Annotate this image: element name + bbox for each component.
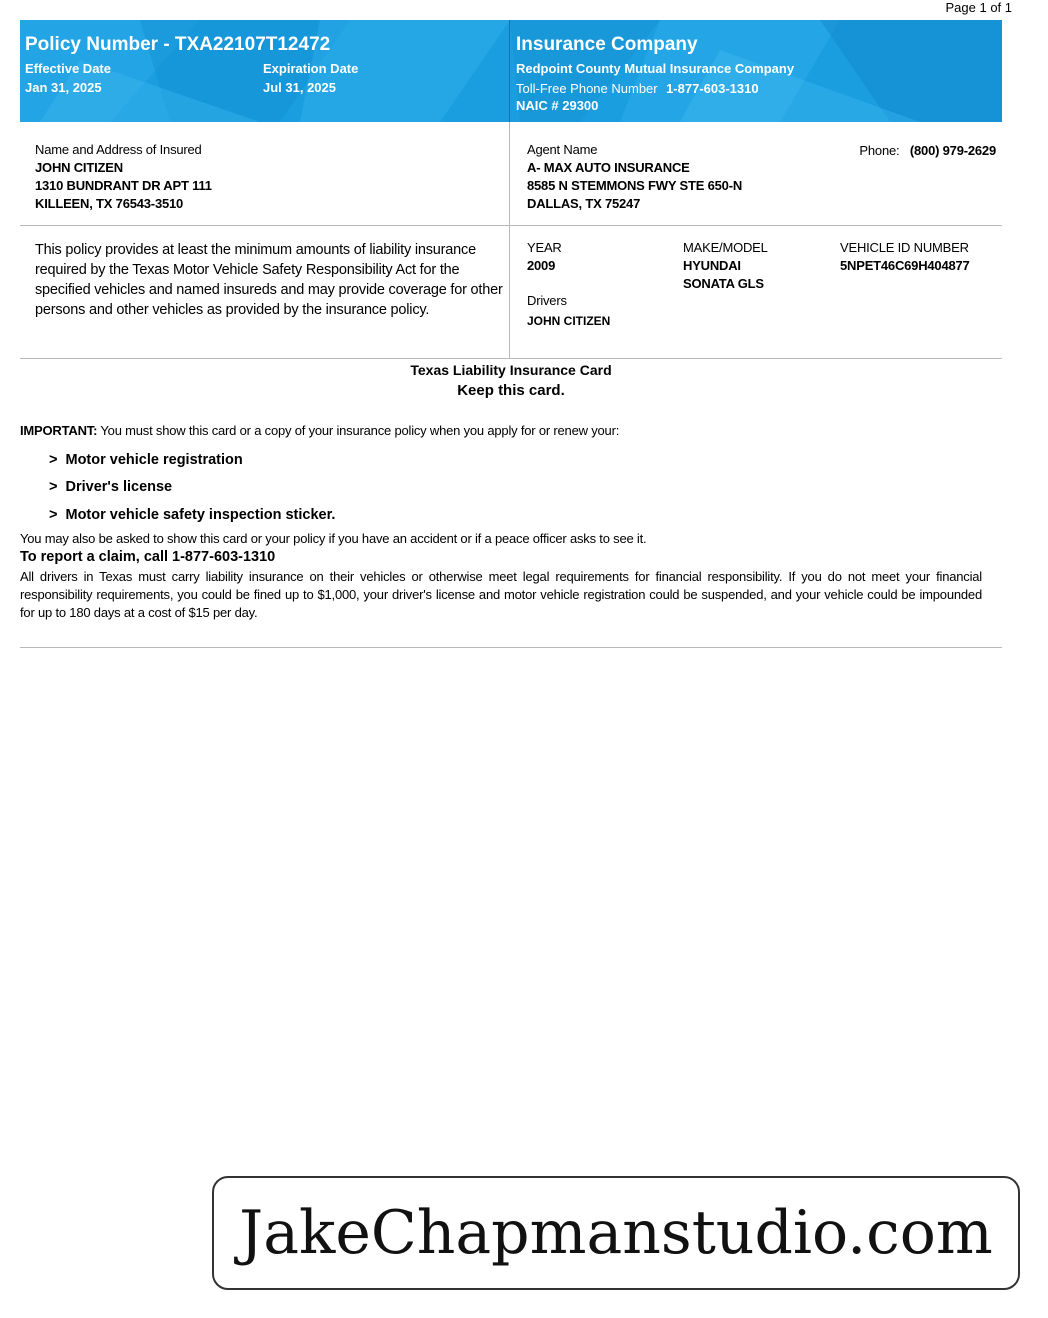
- agent-name: A- MAX AUTO INSURANCE: [527, 160, 690, 175]
- list-item: [49, 452, 243, 468]
- vin-value: 5NPET46C69H404877: [840, 258, 970, 273]
- agent-address-line2: DALLAS, TX 75247: [527, 196, 641, 211]
- year-value: 2009: [527, 258, 556, 273]
- bullet-marker: >: [49, 479, 58, 495]
- agent-phone-value: (800) 979-2629: [909, 143, 996, 158]
- list-item: [49, 479, 172, 495]
- bullet-marker: >: [49, 452, 58, 468]
- expiration-date-label: Expiration Date: [263, 61, 359, 76]
- company-name: Redpoint County Mutual Insurance Company: [516, 61, 795, 76]
- claim-phone-text: To report a claim, call 1-877-603-1310: [20, 549, 276, 565]
- insured-name: JOHN CITIZEN: [35, 160, 123, 175]
- column-divider: [509, 122, 510, 358]
- make-value: HYUNDAI: [683, 258, 741, 273]
- policy-statement: This policy provides at least the minimum amounts of liability insurance required by the Texas Motor Vehicle Safety Responsibility Act for the specified vehicles and named insureds and may provide coverage for other persons and other vehicles as provided by the insurance policy.: [35, 242, 503, 318]
- header-divider: [509, 20, 510, 122]
- row-divider-1: [20, 225, 1002, 226]
- model-value: SONATA GLS: [683, 276, 764, 291]
- keep-card-notice: Keep this card.: [457, 382, 565, 399]
- agent-address-line1: 8585 N STEMMONS FWY STE 650-N: [527, 178, 743, 193]
- make-model-label: MAKE/MODEL: [683, 240, 768, 255]
- agent-label: Agent Name: [527, 142, 598, 157]
- list-item: [49, 507, 335, 523]
- tollfree-number: 1-877-603-1310: [666, 81, 759, 96]
- expiration-date-value: Jul 31, 2025: [263, 80, 336, 95]
- insurance-company-heading: Insurance Company: [516, 34, 698, 55]
- bottom-divider: [20, 647, 1002, 648]
- insured-address-line1: 1310 BUNDRANT DR APT 111: [35, 178, 212, 193]
- bullet-marker: >: [49, 507, 58, 523]
- insured-address-line2: KILLEEN, TX 76543-3510: [35, 196, 184, 211]
- important-label: IMPORTANT:: [20, 423, 98, 438]
- bullet-text: Motor vehicle registration: [65, 452, 243, 468]
- card-title: Texas Liability Insurance Card: [410, 362, 612, 378]
- year-label: YEAR: [527, 240, 562, 255]
- may-also-text: You may also be asked to show this card or your policy if you have an accident or if a peace officer asks to see it.: [20, 531, 647, 546]
- page-indicator: Page 1 of 1: [945, 0, 1012, 15]
- penalty-paragraph: All drivers in Texas must carry liability insurance on their vehicles or otherwise meet legal requirements for financial responsibility. If you do not meet your financial responsibility requirements, you could be fined up to $1,000, your driver's license and motor vehicle registration could be suspended, and your vehicle could be impounded for up to 180 days at a cost of $15 per day.: [20, 569, 982, 620]
- insured-label: Name and Address of Insured: [35, 142, 202, 157]
- bullet-text: Motor vehicle safety inspection sticker.: [65, 507, 336, 523]
- effective-date-label: Effective Date: [25, 61, 111, 76]
- watermark-box: [212, 1176, 1020, 1290]
- row-divider-2: [20, 358, 1002, 359]
- agent-phone: [859, 142, 996, 160]
- drivers-label: Drivers: [527, 293, 567, 308]
- naic-number: NAIC # 29300: [516, 98, 599, 113]
- agent-phone-label: Phone:: [859, 143, 900, 158]
- effective-date-value: Jan 31, 2025: [25, 80, 102, 95]
- important-text: You must show this card or a copy of your insurance policy when you apply for or renew your:: [100, 423, 620, 438]
- vin-label: VEHICLE ID NUMBER: [840, 240, 969, 255]
- important-notice: [20, 423, 619, 438]
- driver-name: JOHN CITIZEN: [527, 314, 611, 328]
- tollfree-line: [516, 80, 759, 98]
- tollfree-label: Toll-Free Phone Number: [516, 81, 658, 96]
- policy-number-title: Policy Number - TXA22107T12472: [25, 34, 331, 55]
- bullet-text: Driver's license: [65, 479, 173, 495]
- watermark-text: JakeChapmanstudio.com: [239, 1198, 993, 1268]
